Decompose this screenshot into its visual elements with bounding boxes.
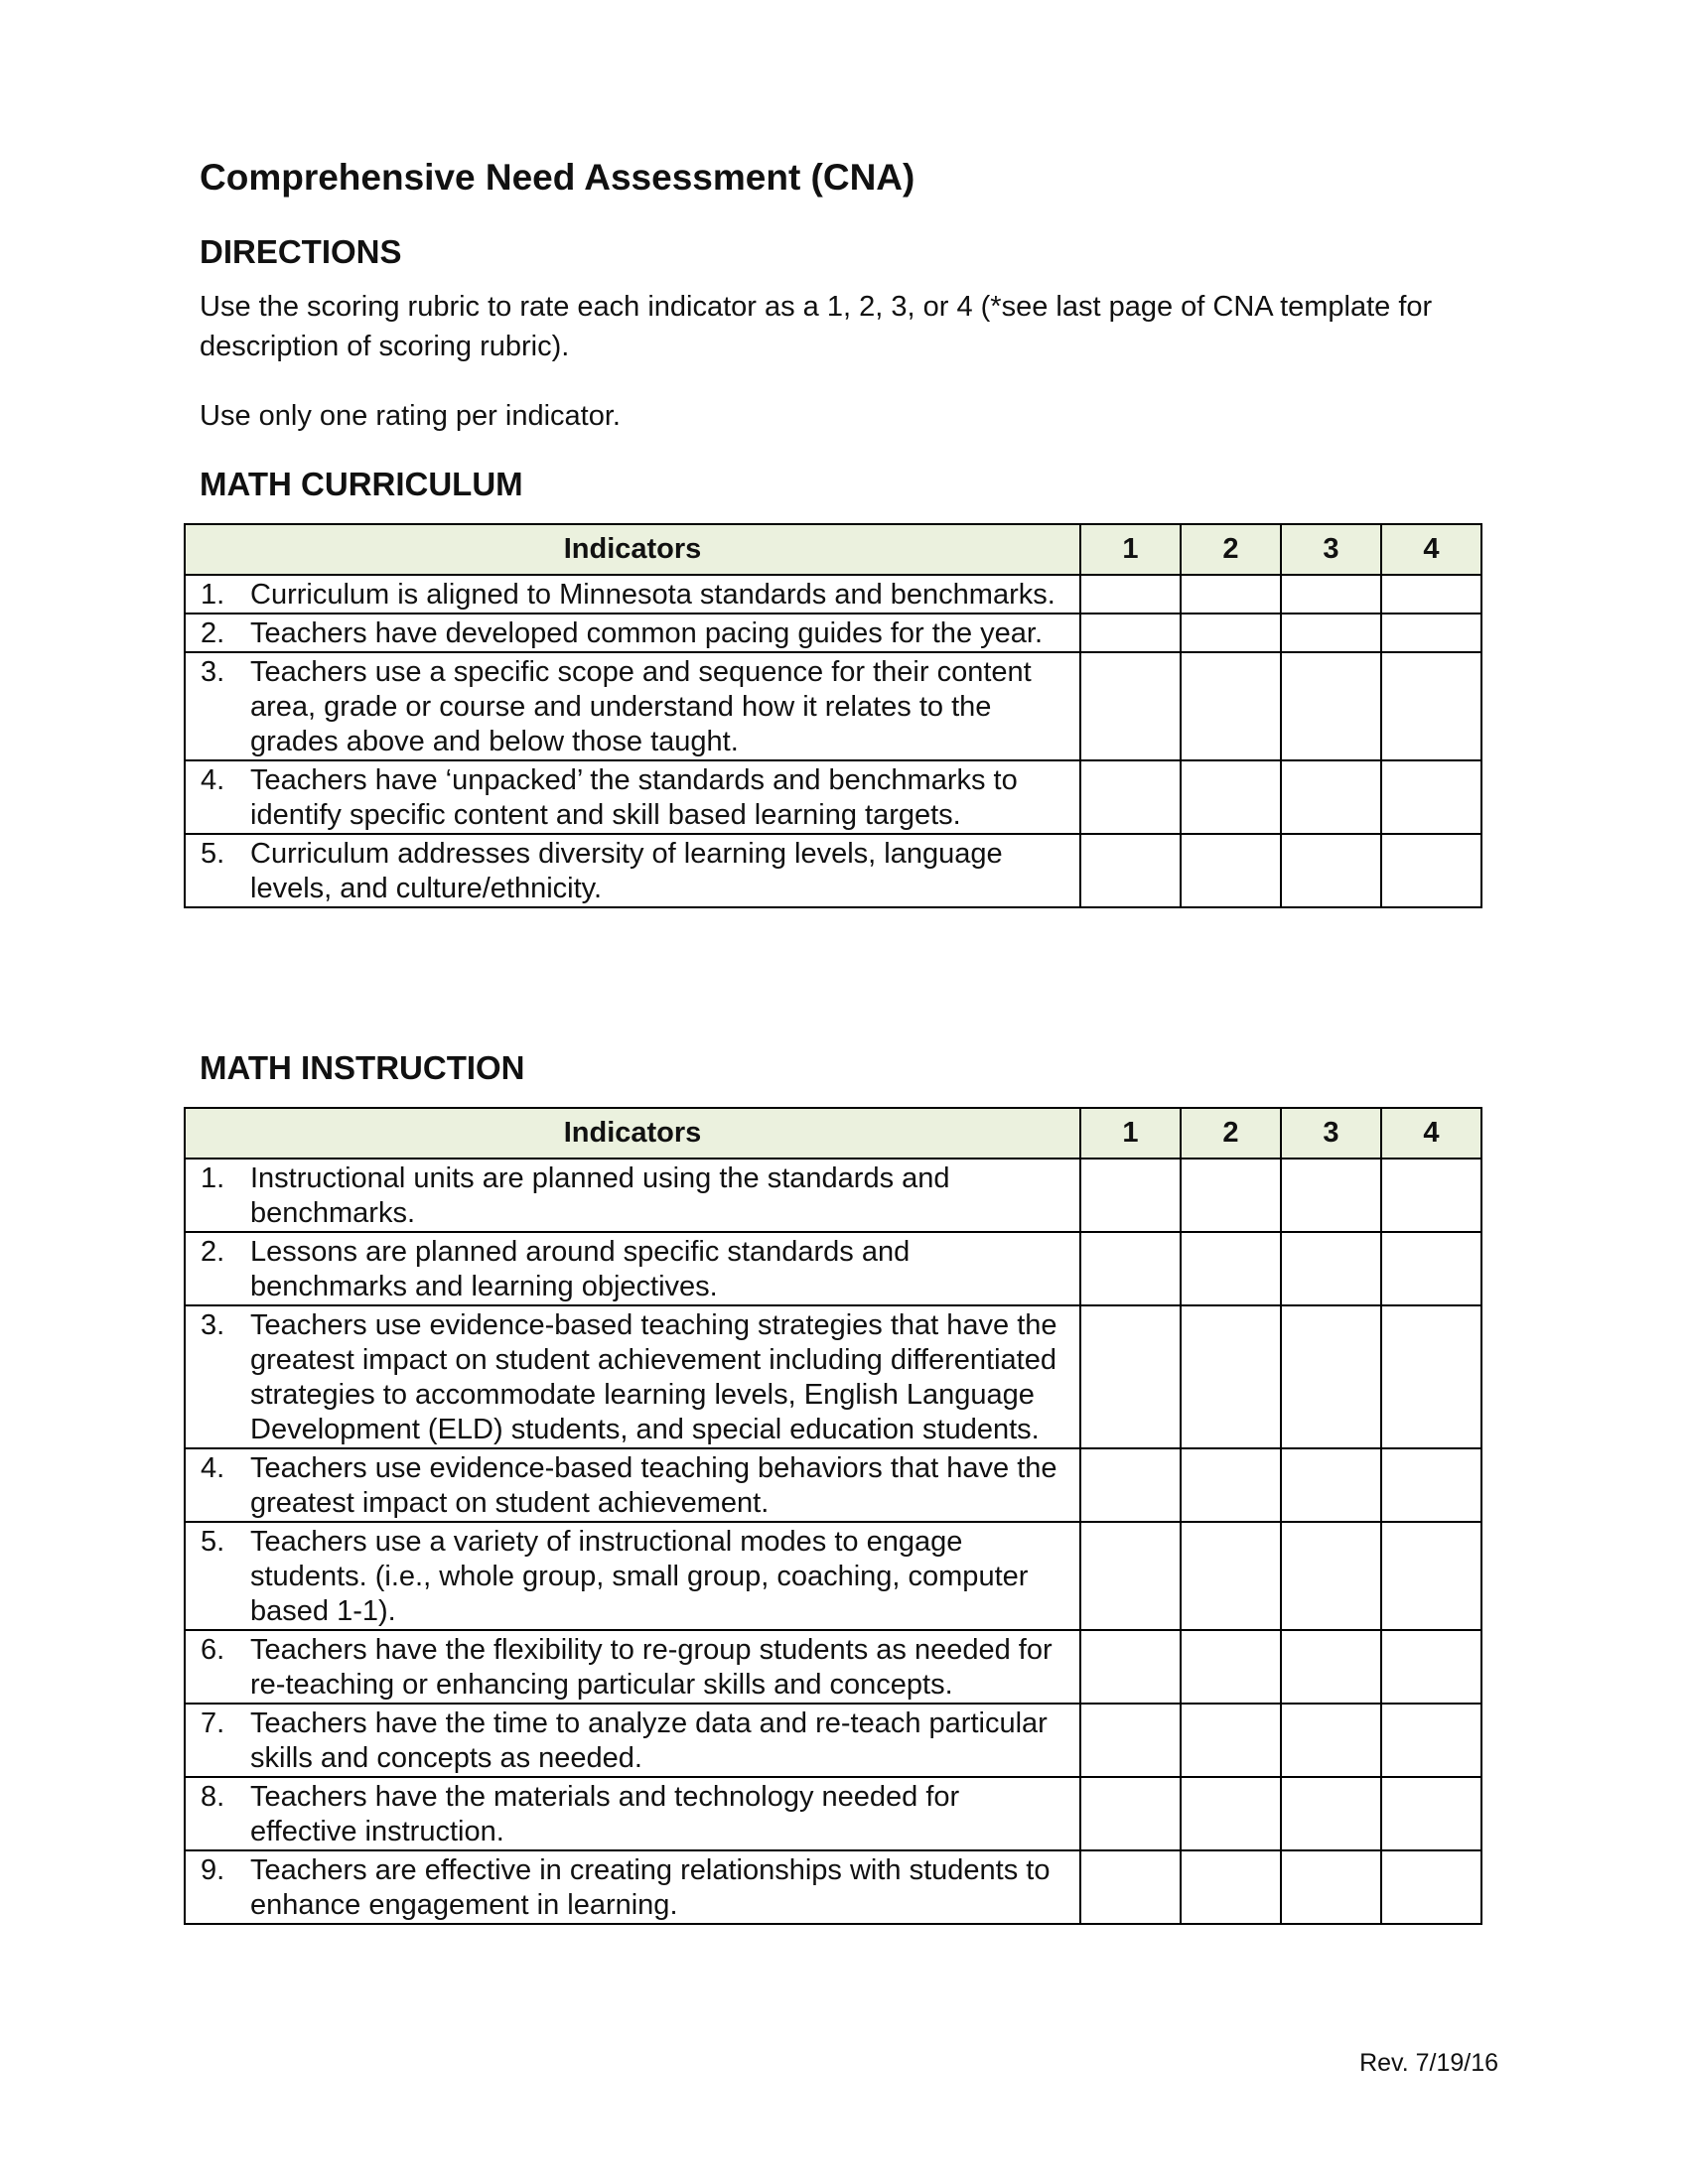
rating-3-cell[interactable]	[1281, 1850, 1381, 1924]
indicator-number: 1.	[201, 1162, 225, 1194]
indicator-number: 5.	[201, 1526, 225, 1558]
rating-1-header: 1	[1080, 524, 1181, 575]
rating-2-cell[interactable]	[1181, 575, 1281, 614]
indicator-cell	[185, 652, 1080, 760]
indicator-number: 9.	[201, 1854, 225, 1886]
rating-1-cell[interactable]	[1080, 1630, 1181, 1704]
indicator-cell	[185, 834, 1080, 907]
indicator-number: 6.	[201, 1634, 225, 1666]
curriculum-heading: MATH CURRICULUM	[200, 466, 523, 502]
table-row	[185, 1777, 1481, 1850]
table-header-row	[185, 524, 1481, 575]
page-title: Comprehensive Need Assessment (CNA)	[200, 157, 915, 198]
rating-2-cell[interactable]	[1181, 1777, 1281, 1850]
indicator-text: Teachers use evidence-based teaching strategies that have the greatest impact on student achievement including differentiated strategies to accommodate learning levels, English Language Development (ELD) students, and special education students.	[250, 1309, 1057, 1445]
rating-3-cell[interactable]	[1281, 614, 1381, 652]
rating-1-cell[interactable]	[1080, 1305, 1181, 1448]
indicator-number: 2.	[201, 1236, 225, 1268]
rating-4-cell[interactable]	[1381, 1777, 1481, 1850]
table-row	[185, 652, 1481, 760]
table-row	[185, 575, 1481, 614]
indicator-text: Teachers have the materials and technology needed for effective instruction.	[250, 1781, 960, 1847]
indicator-cell	[185, 1232, 1080, 1305]
rating-4-cell[interactable]	[1381, 614, 1481, 652]
indicator-cell	[185, 1448, 1080, 1522]
rating-1-cell[interactable]	[1080, 575, 1181, 614]
indicator-item	[186, 1449, 1079, 1521]
instruction-table	[184, 1107, 1482, 1925]
rating-4-cell[interactable]	[1381, 575, 1481, 614]
rating-4-cell[interactable]	[1381, 1232, 1481, 1305]
indicator-number: 2.	[201, 617, 225, 649]
rating-3-cell[interactable]	[1281, 1630, 1381, 1704]
directions-text: Use the scoring rubric to rate each indicator as a 1, 2, 3, or 4 (*see last page of CNA template for description of scoring rubric).	[200, 291, 1433, 362]
indicator-text: Teachers use a specific scope and sequence for their content area, grade or course and understand how it relates to the grades above and below those taught.	[250, 656, 1032, 757]
rating-2-cell[interactable]	[1181, 760, 1281, 834]
rating-3-cell[interactable]	[1281, 760, 1381, 834]
rating-2-cell[interactable]	[1181, 1232, 1281, 1305]
instruction-table-body	[185, 1159, 1481, 1924]
directions-heading: DIRECTIONS	[200, 233, 402, 270]
rating-4-header: 4	[1381, 1108, 1481, 1159]
table-row	[185, 760, 1481, 834]
indicator-cell	[185, 1777, 1080, 1850]
rating-1-cell[interactable]	[1080, 652, 1181, 760]
indicator-item	[186, 614, 1079, 651]
rating-4-cell[interactable]	[1381, 1305, 1481, 1448]
table-header-row	[185, 1108, 1481, 1159]
rating-2-cell[interactable]	[1181, 614, 1281, 652]
instruction-heading: MATH INSTRUCTION	[200, 1049, 525, 1086]
rating-3-cell[interactable]	[1281, 1522, 1381, 1630]
rating-2-cell[interactable]	[1181, 1850, 1281, 1924]
indicator-cell	[185, 575, 1080, 614]
table-row	[185, 1448, 1481, 1522]
rating-2-cell[interactable]	[1181, 1305, 1281, 1448]
rating-1-cell[interactable]	[1080, 1777, 1181, 1850]
rating-3-cell[interactable]	[1281, 1704, 1381, 1777]
rating-1-cell[interactable]	[1080, 1522, 1181, 1630]
indicator-item	[186, 1778, 1079, 1849]
rating-2-cell[interactable]	[1181, 1630, 1281, 1704]
rating-1-cell[interactable]	[1080, 1159, 1181, 1232]
table-row	[185, 1232, 1481, 1305]
indicator-text: Curriculum is aligned to Minnesota standards and benchmarks.	[250, 579, 1055, 611]
rating-3-cell[interactable]	[1281, 575, 1381, 614]
rating-3-cell[interactable]	[1281, 1448, 1381, 1522]
indicator-cell	[185, 1704, 1080, 1777]
indicator-item	[186, 1631, 1079, 1703]
table-row	[185, 1850, 1481, 1924]
indicator-text: Teachers use a variety of instructional modes to engage students. (i.e., whole group, small group, coaching, computer based 1-1).	[250, 1526, 1029, 1627]
rating-3-cell[interactable]	[1281, 834, 1381, 907]
indicator-text: Instructional units are planned using the standards and benchmarks.	[250, 1162, 950, 1229]
rating-1-cell[interactable]	[1080, 834, 1181, 907]
rating-2-cell[interactable]	[1181, 1159, 1281, 1232]
indicator-number: 7.	[201, 1707, 225, 1739]
curriculum-table	[184, 523, 1482, 908]
rating-1-cell[interactable]	[1080, 1232, 1181, 1305]
rating-4-cell[interactable]	[1381, 1159, 1481, 1232]
indicator-number: 1.	[201, 579, 225, 611]
table-row	[185, 1522, 1481, 1630]
rating-1-header: 1	[1080, 1108, 1181, 1159]
indicator-cell	[185, 1305, 1080, 1448]
indicator-cell	[185, 614, 1080, 652]
rating-4-cell[interactable]	[1381, 1630, 1481, 1704]
indicator-item	[186, 1233, 1079, 1304]
rating-2-cell[interactable]	[1181, 652, 1281, 760]
table-row	[185, 1305, 1481, 1448]
indicator-text: Curriculum addresses diversity of learning levels, language levels, and culture/ethnicity.	[250, 838, 1003, 904]
table-row	[185, 834, 1481, 907]
rating-1-cell[interactable]	[1080, 614, 1181, 652]
indicator-item	[186, 1523, 1079, 1629]
revision-date: Rev. 7/19/16	[1359, 2049, 1498, 2077]
indicator-text: Teachers use evidence-based teaching behaviors that have the greatest impact on student achievement.	[250, 1452, 1057, 1519]
rating-1-cell[interactable]	[1080, 760, 1181, 834]
indicators-header: Indicators	[185, 524, 1080, 575]
indicator-text: Teachers have ‘unpacked’ the standards and benchmarks to identify specific content and skill based learning targets.	[250, 764, 1018, 831]
indicator-item	[186, 1851, 1079, 1923]
rating-2-cell[interactable]	[1181, 834, 1281, 907]
indicator-cell	[185, 1159, 1080, 1232]
indicator-item	[186, 761, 1079, 833]
indicator-number: 3.	[201, 656, 225, 688]
rating-1-cell[interactable]	[1080, 1850, 1181, 1924]
indicator-number: 4.	[201, 1452, 225, 1484]
table-row	[185, 1159, 1481, 1232]
indicator-number: 4.	[201, 764, 225, 796]
rating-2-cell[interactable]	[1181, 1522, 1281, 1630]
indicator-item	[186, 653, 1079, 759]
rating-1-cell[interactable]	[1080, 1448, 1181, 1522]
rating-3-cell[interactable]	[1281, 1305, 1381, 1448]
indicator-item	[186, 835, 1079, 906]
rating-3-cell[interactable]	[1281, 1159, 1381, 1232]
indicator-text: Teachers have the time to analyze data and re-teach particular skills and concepts as needed.	[250, 1707, 1048, 1774]
indicator-text: Teachers have developed common pacing guides for the year.	[250, 617, 1043, 649]
indicator-text: Teachers have the flexibility to re-group students as needed for re-teaching or enhancing particular skills and concepts.	[250, 1634, 1053, 1701]
indicator-number: 8.	[201, 1781, 225, 1813]
directions-note: Use only one rating per indicator.	[200, 400, 621, 432]
table-row	[185, 1630, 1481, 1704]
rating-4-header: 4	[1381, 524, 1481, 575]
rating-4-cell[interactable]	[1381, 652, 1481, 760]
indicators-header: Indicators	[185, 1108, 1080, 1159]
indicator-text: Teachers are effective in creating relationships with students to enhance engagement in learning.	[250, 1854, 1051, 1921]
indicator-item	[186, 576, 1079, 613]
indicator-cell	[185, 1630, 1080, 1704]
curriculum-table-body	[185, 575, 1481, 907]
rating-2-cell[interactable]	[1181, 1448, 1281, 1522]
indicator-item	[186, 1705, 1079, 1776]
indicator-item	[186, 1306, 1079, 1447]
rating-4-cell[interactable]	[1381, 760, 1481, 834]
rating-3-cell[interactable]	[1281, 1232, 1381, 1305]
indicator-number: 5.	[201, 838, 225, 870]
indicator-cell	[185, 1850, 1080, 1924]
indicator-cell	[185, 760, 1080, 834]
indicator-text: Lessons are planned around specific standards and benchmarks and learning objectives.	[250, 1236, 911, 1302]
rating-3-cell[interactable]	[1281, 1777, 1381, 1850]
rating-4-cell[interactable]	[1381, 834, 1481, 907]
indicator-cell	[185, 1522, 1080, 1630]
rating-4-cell[interactable]	[1381, 1448, 1481, 1522]
indicator-item	[186, 1160, 1079, 1231]
rating-4-cell[interactable]	[1381, 1704, 1481, 1777]
rating-4-cell[interactable]	[1381, 1522, 1481, 1630]
rating-3-cell[interactable]	[1281, 652, 1381, 760]
table-row	[185, 1704, 1481, 1777]
indicator-number: 3.	[201, 1309, 225, 1341]
rating-2-header: 2	[1181, 524, 1281, 575]
rating-2-header: 2	[1181, 1108, 1281, 1159]
table-row	[185, 614, 1481, 652]
rating-1-cell[interactable]	[1080, 1704, 1181, 1777]
rating-4-cell[interactable]	[1381, 1850, 1481, 1924]
rating-3-header: 3	[1281, 1108, 1381, 1159]
rating-3-header: 3	[1281, 524, 1381, 575]
rating-2-cell[interactable]	[1181, 1704, 1281, 1777]
